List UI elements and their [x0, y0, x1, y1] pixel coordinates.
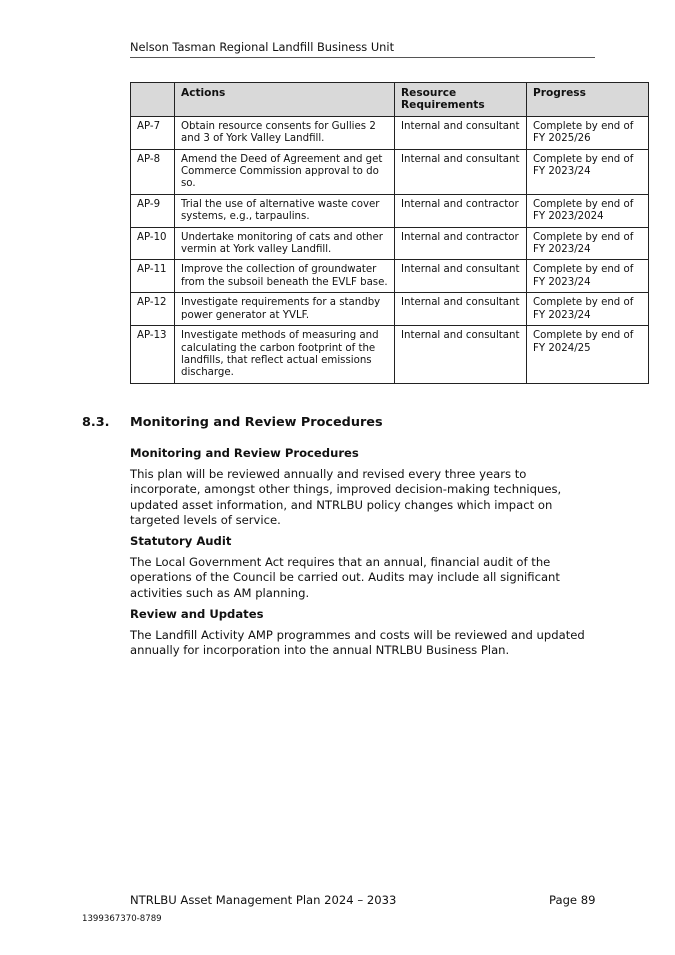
cell-action: Trial the use of alternative waste cover systems, e.g., tarpaulins.: [175, 194, 395, 227]
column-header-actions: Actions: [175, 83, 395, 117]
table-header-row: [131, 83, 649, 117]
cell-id: AP-7: [131, 116, 175, 149]
cell-resource: Internal and contractor: [395, 227, 527, 260]
action-plan-table: [130, 82, 649, 384]
cell-id: AP-8: [131, 149, 175, 194]
cell-resource: Internal and consultant: [395, 326, 527, 384]
column-header-progress: Progress: [527, 83, 649, 117]
page-number: Page 89: [549, 893, 596, 907]
section-number: 8.3.: [82, 415, 110, 430]
cell-progress: Complete by end of FY 2023/24: [527, 149, 649, 194]
cell-progress: Complete by end of FY 2023/2024: [527, 194, 649, 227]
cell-resource: Internal and consultant: [395, 260, 527, 293]
table-row: [131, 194, 649, 227]
table-row: [131, 260, 649, 293]
cell-progress: Complete by end of FY 2023/24: [527, 227, 649, 260]
cell-progress: Complete by end of FY 2025/26: [527, 116, 649, 149]
cell-resource: Internal and consultant: [395, 149, 527, 194]
cell-id: AP-9: [131, 194, 175, 227]
subsection-text: The Landfill Activity AMP programmes and costs will be reviewed and updated annually for incorporation into the annual NTRLBU Business Plan.: [130, 628, 585, 658]
table-row: [131, 149, 649, 194]
section-heading: [82, 415, 383, 430]
cell-progress: Complete by end of FY 2024/25: [527, 326, 649, 384]
column-header-id: [131, 83, 175, 117]
cell-id: AP-11: [131, 260, 175, 293]
page-header: Nelson Tasman Regional Landfill Business Unit: [130, 40, 595, 58]
cell-resource: Internal and contractor: [395, 194, 527, 227]
subsection-monitoring: [130, 446, 600, 528]
section-title: Monitoring and Review Procedures: [130, 415, 383, 430]
cell-progress: Complete by end of FY 2023/24: [527, 293, 649, 326]
column-header-resource: Resource Requirements: [395, 83, 527, 117]
subsection-review-updates: [130, 607, 600, 659]
cell-id: AP-13: [131, 326, 175, 384]
cell-resource: Internal and consultant: [395, 293, 527, 326]
cell-action: Amend the Deed of Agreement and get Commerce Commission approval to do so.: [175, 149, 395, 194]
table-row: [131, 116, 649, 149]
table-row: [131, 293, 649, 326]
cell-resource: Internal and consultant: [395, 116, 527, 149]
cell-action: Obtain resource consents for Gullies 2 and 3 of York Valley Landfill.: [175, 116, 395, 149]
footer-title: NTRLBU Asset Management Plan 2024 – 2033: [130, 893, 397, 907]
subsection-heading: Monitoring and Review Procedures: [130, 446, 359, 460]
subsection-heading: Statutory Audit: [130, 534, 232, 548]
cell-id: AP-10: [131, 227, 175, 260]
cell-id: AP-12: [131, 293, 175, 326]
subsection-text: This plan will be reviewed annually and revised every three years to incorporate, amongst other things, improved decision-making techniques, updated asset information, and NTRLBU policy changes which impact on targeted levels of service.: [130, 467, 562, 527]
subsection-statutory-audit: [130, 534, 600, 601]
cell-action: Undertake monitoring of cats and other vermin at York valley Landfill.: [175, 227, 395, 260]
table-row: [131, 326, 649, 384]
cell-progress: Complete by end of FY 2023/24: [527, 260, 649, 293]
subsection-heading: Review and Updates: [130, 607, 264, 621]
cell-action: Investigate methods of measuring and calculating the carbon footprint of the landfills, that reflect actual emissions discharge.: [175, 326, 395, 384]
cell-action: Investigate requirements for a standby power generator at YVLF.: [175, 293, 395, 326]
cell-action: Improve the collection of groundwater from the subsoil beneath the EVLF base.: [175, 260, 395, 293]
table-row: [131, 227, 649, 260]
subsection-text: The Local Government Act requires that an annual, financial audit of the operations of the Council be carried out. Audits may include all significant activities such as AM planning.: [130, 555, 560, 600]
document-id: 1399367370-8789: [82, 914, 162, 924]
